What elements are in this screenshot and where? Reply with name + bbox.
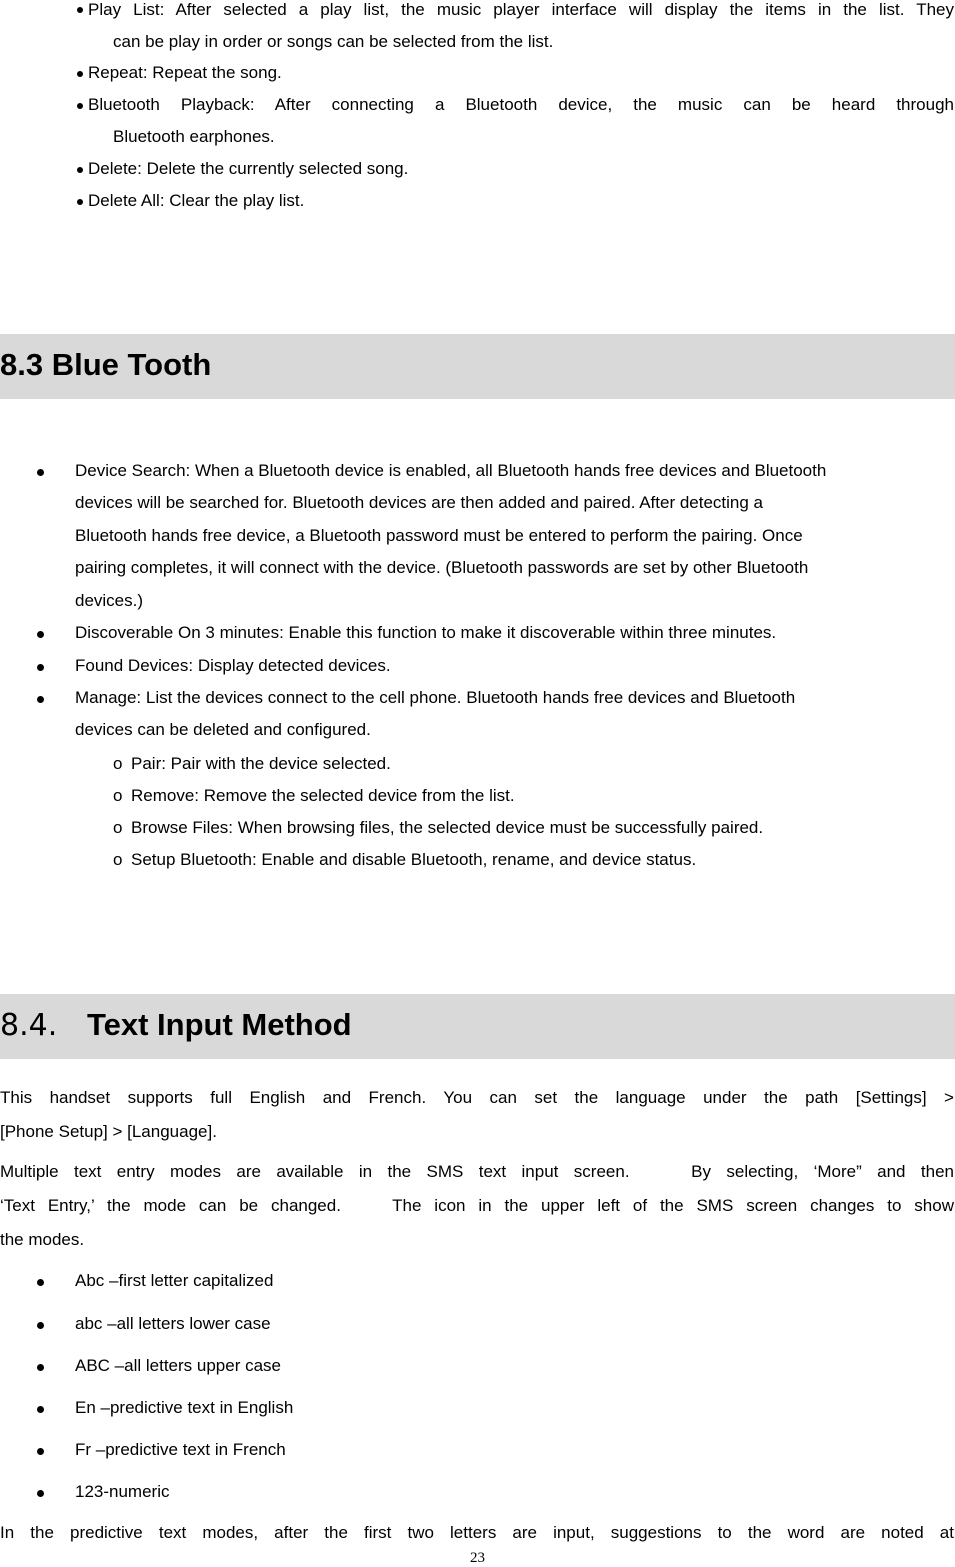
sub-bullet-icon: o bbox=[113, 786, 123, 805]
bt-subitem-remove: Remove: Remove the selected device from the list. bbox=[131, 786, 515, 805]
bullet-icon bbox=[77, 103, 83, 109]
section-title-text-input: Text Input Method bbox=[87, 1007, 352, 1042]
mode-item: abc –all letters lower case bbox=[75, 1314, 271, 1333]
paragraph-language-line2: [Phone Setup] > [Language]. bbox=[0, 1122, 217, 1141]
bullet-icon bbox=[77, 199, 83, 205]
bullet-icon bbox=[77, 71, 83, 77]
bullet-icon bbox=[37, 696, 44, 703]
bt-item-found-devices: Found Devices: Display detected devices. bbox=[75, 656, 391, 675]
bt-item-discoverable: Discoverable On 3 minutes: Enable this function to make it discoverable within three minutes. bbox=[75, 623, 777, 642]
music-item-bt-playback: Bluetooth Playback: After connecting a Bluetooth device, the music can be heard through bbox=[88, 95, 954, 114]
section-heading-bar bbox=[0, 994, 955, 1059]
section-title-bluetooth: 8.3 Blue Tooth bbox=[0, 347, 212, 382]
music-item-playlist: Play List: After selected a play list, the music player interface will display the items in the list. They bbox=[88, 0, 954, 19]
bullet-icon bbox=[37, 1406, 44, 1413]
page-number: 23 bbox=[470, 1550, 485, 1566]
music-item-playlist-cont: can be play in order or songs can be selected from the list. bbox=[113, 32, 554, 51]
paragraph-modes-line2: ‘Text Entry,’ the mode can be changed. The icon in the upper left of the SMS screen changes to show bbox=[0, 1196, 954, 1215]
bt-item-device-search-line5: devices.) bbox=[75, 591, 144, 610]
bullet-icon bbox=[37, 1279, 44, 1286]
bullet-icon bbox=[37, 469, 44, 476]
mode-item: En –predictive text in English bbox=[75, 1398, 294, 1417]
paragraph-language-line1: This handset supports full English and French. You can set the language under the path [Settings] > bbox=[0, 1088, 954, 1107]
music-item-delete-all: Delete All: Clear the play list. bbox=[88, 191, 305, 210]
sub-bullet-icon: o bbox=[113, 754, 123, 773]
mode-item: ABC –all letters upper case bbox=[75, 1356, 281, 1375]
bullet-icon bbox=[37, 1448, 44, 1455]
mode-item: Fr –predictive text in French bbox=[75, 1440, 286, 1459]
bt-subitem-pair: Pair: Pair with the device selected. bbox=[131, 754, 391, 773]
bt-item-manage-line2: devices can be deleted and configured. bbox=[75, 720, 371, 739]
bt-item-device-search-line2: devices will be searched for. Bluetooth devices are then added and paired. After detecting a bbox=[75, 493, 764, 512]
mode-item: 123-numeric bbox=[75, 1482, 170, 1501]
paragraph-modes-line1: Multiple text entry modes are available in the SMS text input screen. By selecting, ‘More” and then bbox=[0, 1162, 954, 1181]
section-number: 8.4. bbox=[0, 1008, 58, 1043]
paragraph-predictive: In the predictive text modes, after the first two letters are input, suggestions to the word are noted at bbox=[0, 1523, 954, 1542]
bt-subitem-browse: Browse Files: When browsing files, the selected device must be successfully paired. bbox=[131, 818, 764, 837]
paragraph-modes-line3: the modes. bbox=[0, 1230, 85, 1249]
bt-item-device-search-line3: Bluetooth hands free device, a Bluetooth password must be entered to perform the pairing. Once bbox=[75, 526, 803, 545]
bt-item-manage-line1: Manage: List the devices connect to the cell phone. Bluetooth hands free devices and Bluetooth bbox=[75, 688, 796, 707]
sub-bullet-icon: o bbox=[113, 818, 123, 837]
bullet-icon bbox=[37, 664, 44, 671]
music-item-repeat: Repeat: Repeat the song. bbox=[88, 63, 282, 82]
bullet-icon bbox=[37, 631, 44, 638]
bullet-icon bbox=[77, 167, 83, 173]
bullet-icon bbox=[37, 1364, 44, 1371]
mode-item: Abc –first letter capitalized bbox=[75, 1271, 274, 1290]
sub-bullet-icon: o bbox=[113, 850, 123, 869]
bullet-icon bbox=[77, 7, 83, 13]
section-heading-bar bbox=[0, 334, 955, 399]
bullet-icon bbox=[37, 1322, 44, 1329]
music-item-delete: Delete: Delete the currently selected song. bbox=[88, 159, 409, 178]
bt-subitem-setup: Setup Bluetooth: Enable and disable Bluetooth, rename, and device status. bbox=[131, 850, 697, 869]
bt-item-device-search-line4: pairing completes, it will connect with the device. (Bluetooth passwords are set by other Bluetooth bbox=[75, 558, 809, 577]
bt-item-device-search-line1: Device Search: When a Bluetooth device is enabled, all Bluetooth hands free devices and Bluetooth bbox=[75, 461, 827, 480]
bullet-icon bbox=[37, 1490, 44, 1497]
music-item-bt-playback-cont: Bluetooth earphones. bbox=[113, 127, 275, 146]
